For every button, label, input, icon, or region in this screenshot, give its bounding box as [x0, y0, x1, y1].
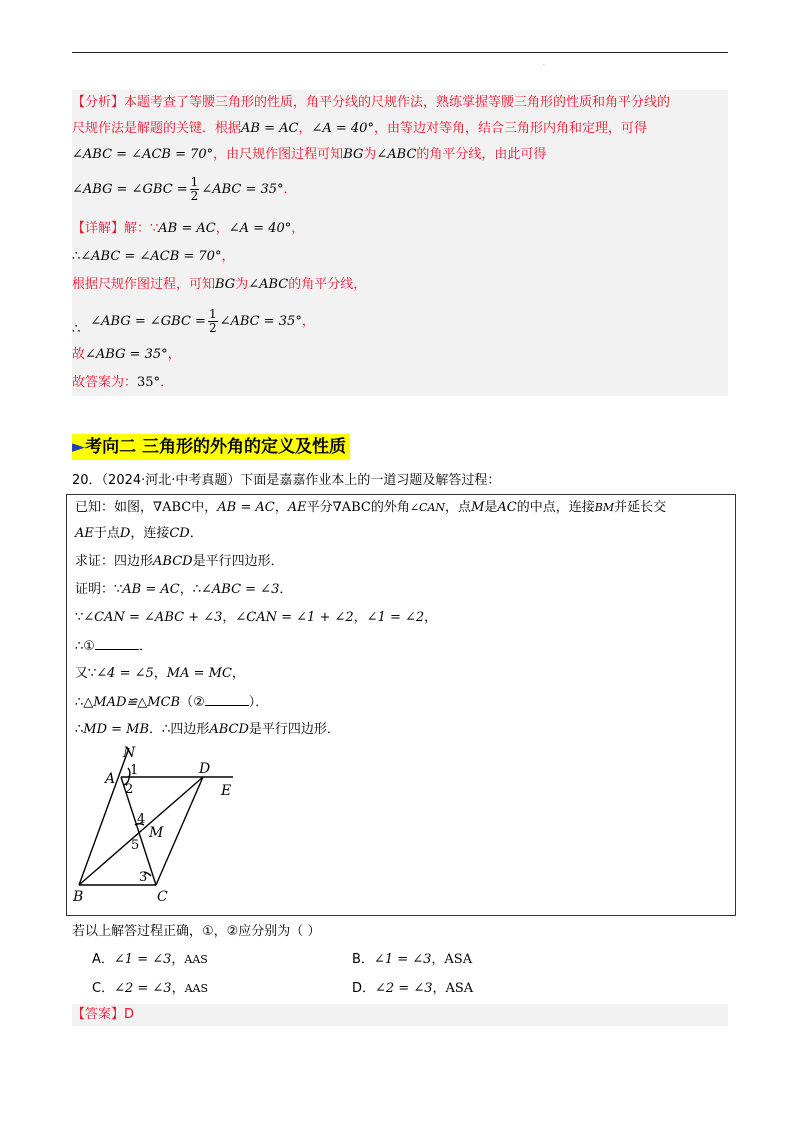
answer-tag: 【答案】	[72, 1007, 125, 1022]
blank-1	[95, 637, 139, 650]
label-A: A	[105, 771, 116, 787]
question-header: 20．（2024·河北·中考真题）下面是嘉嘉作业本上的一道习题及解答过程：	[72, 473, 501, 488]
question-line-6: ∴① ．	[75, 639, 152, 654]
question-line-9: ∴MD = MB．∴四边形ABCD是平行四边形．	[75, 722, 340, 737]
label-angle-2: 2	[125, 782, 134, 797]
question-line-3: 求证：四边形ABCD是平行四边形．	[75, 554, 284, 569]
answer-bar	[72, 1004, 728, 1026]
arrow-icon: ►	[72, 437, 86, 457]
analysis-line-3: ∠ABC = ∠ACB = 70°，由尺规作图过程可知BG为∠ABC的角平分线，由此可得	[72, 147, 547, 162]
analysis-line-4: ∠ABG = ∠GBC = $\frac{1}{2}$ ∠ABC = 35°．	[72, 175, 297, 203]
analysis-line-1: 【分析】本题考查了等腰三角形的性质，角平分线的尺规作法，熟练掌握等腰三角形的性质和角平分线的	[72, 95, 671, 110]
detail-line-5: 故∠ABG = 35°，	[72, 347, 181, 362]
question-line-8: ∴△MAD≌△MCB（② ）．	[75, 695, 269, 710]
label-C: C	[157, 889, 168, 905]
blank-2	[205, 693, 249, 706]
answer-value: D	[124, 1007, 135, 1022]
question-box	[66, 494, 736, 916]
label-angle-5: 5	[131, 838, 140, 853]
label-N: N	[123, 745, 136, 761]
line-NB	[79, 748, 129, 885]
label-M: M	[149, 825, 164, 841]
question-line-2: AE于点D，连接CD．	[75, 526, 203, 541]
label-B: B	[73, 889, 84, 905]
question-line-1: 已知：如图，∇ABC中，AB = AC，AE平分∇ABC的外角∠CAN，点M是AC的中点，连接BM并延长交	[75, 500, 667, 515]
detail-tag: 【详解】	[72, 221, 125, 236]
section-heading: ►考向二 三角形的外角的定义及性质	[72, 434, 350, 460]
question-line-4: 证明：∵AB = AC，∴∠ABC = ∠3．	[75, 582, 293, 597]
detail-line-4: ∴∠ABG = ∠GBC = $\frac{1}{2}$ ∠ABC = 35°，	[72, 307, 315, 337]
detail-line-6: 故答案为：35°．	[72, 375, 174, 390]
label-angle-1: 1	[130, 763, 139, 778]
choice-a[interactable]: A．∠1 = ∠3，AAS	[92, 952, 208, 967]
choice-b[interactable]: B．∠1 = ∠3，ASA	[352, 952, 473, 967]
detail-line-2: ∴∠ABC = ∠ACB = 70°，	[72, 249, 235, 264]
analysis-line-2: 尺规作法是解题的关键．根据AB = AC，∠A = 40°，由等边对等角，结合三角形内角和定理，可得	[72, 121, 647, 136]
fraction-half-2: $\frac{1}{2}$	[208, 307, 217, 335]
geometry-figure	[71, 745, 251, 905]
label-D: D	[199, 761, 211, 777]
choice-d[interactable]: D．∠2 = ∠3，ASA	[352, 981, 474, 996]
detail-line-1: 【详解】解：∵AB = AC，∠A = 40°，	[72, 221, 305, 236]
header-dot: .	[543, 60, 545, 67]
detail-line-3: 根据尺规作图过程，可知BG为∠ABC的角平分线，	[72, 277, 367, 292]
analysis-tag: 【分析】	[72, 95, 125, 110]
analysis-block	[72, 90, 728, 396]
choice-c[interactable]: C．∠2 = ∠3，AAS	[92, 981, 209, 996]
question-prompt: 若以上解答过程正确，①，②应分别为（ ）	[72, 924, 321, 939]
fraction-half: $\frac{1}{2}$	[190, 175, 199, 203]
header-rule	[72, 52, 728, 53]
label-angle-3: 3	[139, 870, 148, 885]
line-BD	[79, 777, 203, 885]
label-E: E	[221, 783, 232, 799]
question-line-7: 又∵∠4 = ∠5，MA = MC，	[75, 666, 245, 681]
question-line-5: ∵∠CAN = ∠ABC + ∠3，∠CAN = ∠1 + ∠2，∠1 = ∠2，	[75, 610, 438, 625]
label-angle-4: 4	[137, 812, 146, 827]
